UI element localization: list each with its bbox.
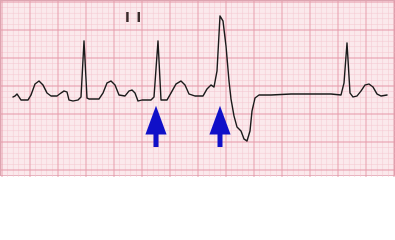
grid-major — [1, 1, 395, 177]
lead-label: I I — [125, 11, 143, 26]
ecg-svg — [1, 1, 395, 177]
